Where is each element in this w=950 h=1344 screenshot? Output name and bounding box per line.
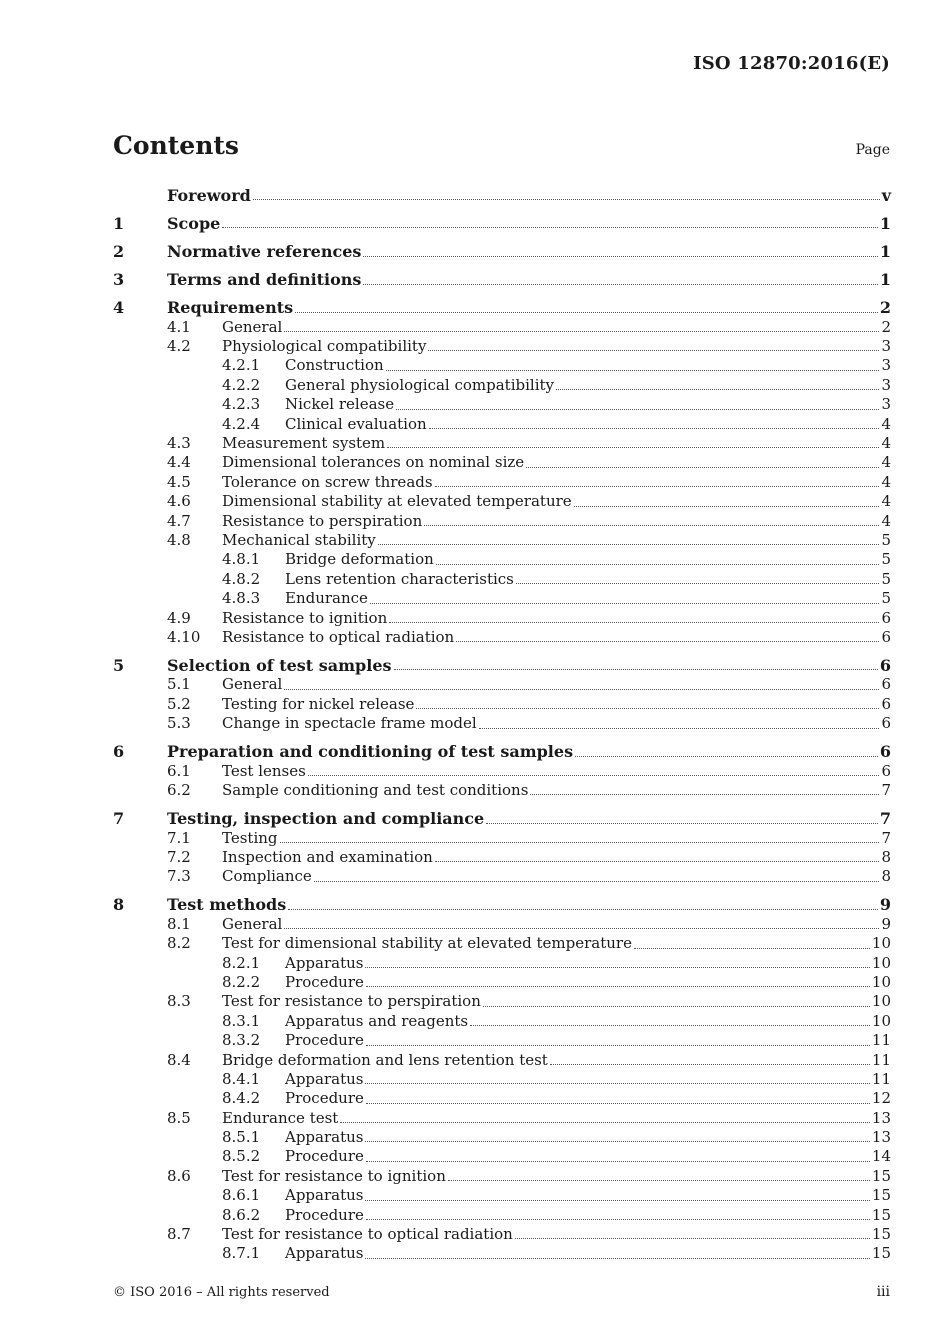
toc-entry[interactable] bbox=[113, 512, 891, 531]
toc-dot-leader bbox=[314, 880, 880, 882]
toc-entry-title: Compliance bbox=[222, 867, 312, 886]
toc-entry-number: 4.2.4 bbox=[222, 414, 261, 433]
toc-entry-title: Test methods bbox=[167, 895, 287, 915]
toc-entry-title: Change in spectacle frame model bbox=[222, 714, 477, 733]
toc-dot-leader bbox=[366, 1044, 870, 1046]
toc-dot-leader bbox=[366, 1102, 870, 1104]
toc-entry-number: 8.6.1 bbox=[222, 1186, 261, 1205]
toc-entry[interactable] bbox=[113, 1012, 891, 1031]
toc-entry-page: 4 bbox=[881, 434, 891, 453]
toc-entry-number: 3 bbox=[113, 270, 125, 290]
toc-dot-leader bbox=[366, 985, 870, 987]
toc-entry-page: 10 bbox=[871, 934, 891, 953]
toc-entry-page: 3 bbox=[881, 337, 891, 356]
table-of-contents bbox=[113, 186, 891, 1264]
toc-entry[interactable] bbox=[113, 298, 891, 317]
toc-dot-leader bbox=[280, 841, 880, 843]
toc-entry-number: 8.7 bbox=[167, 1225, 191, 1244]
toc-entry-page: 6 bbox=[881, 675, 891, 694]
toc-entry-page: 9 bbox=[879, 895, 891, 915]
toc-entry-page: 15 bbox=[871, 1244, 891, 1263]
toc-entry[interactable] bbox=[113, 570, 891, 589]
toc-entry-title: Apparatus bbox=[285, 1069, 364, 1088]
toc-entry-number: 4.8.1 bbox=[222, 550, 261, 569]
toc-entry-number: 6.2 bbox=[167, 781, 191, 800]
toc-dot-leader bbox=[284, 927, 879, 929]
toc-dot-leader bbox=[550, 1063, 870, 1065]
toc-entry-title: Resistance to perspiration bbox=[222, 511, 423, 530]
toc-entry[interactable] bbox=[113, 492, 891, 511]
toc-entry-title: Test for resistance to ignition bbox=[222, 1166, 446, 1185]
toc-entry[interactable] bbox=[113, 1128, 891, 1147]
toc-entry-title: Procedure bbox=[285, 1089, 364, 1108]
toc-entry[interactable] bbox=[113, 656, 891, 675]
toc-entry[interactable] bbox=[113, 395, 891, 414]
toc-entry-page: 6 bbox=[881, 627, 891, 646]
toc-entry-number: 8.6.2 bbox=[222, 1205, 261, 1224]
toc-entry-page: 5 bbox=[881, 569, 891, 588]
toc-entry-title: Endurance test bbox=[222, 1108, 339, 1127]
toc-entry[interactable] bbox=[113, 415, 891, 434]
toc-entry-title: Procedure bbox=[285, 1205, 364, 1224]
toc-entry-title: Test for dimensional stability at elevated temperature bbox=[222, 934, 632, 953]
toc-entry-number: 7 bbox=[113, 809, 125, 829]
toc-entry-title: Testing bbox=[222, 828, 278, 847]
toc-entry-title: Resistance to optical radiation bbox=[222, 627, 455, 646]
toc-dot-leader bbox=[340, 1121, 870, 1123]
toc-entry[interactable] bbox=[113, 270, 891, 289]
toc-entry[interactable] bbox=[113, 973, 891, 992]
toc-dot-leader bbox=[366, 1218, 870, 1220]
toc-entry-title: Bridge deformation bbox=[285, 550, 434, 569]
toc-entry-title: Dimensional tolerances on nominal size bbox=[222, 453, 525, 472]
toc-dot-leader bbox=[515, 1237, 870, 1239]
toc-entry[interactable] bbox=[113, 1225, 891, 1244]
toc-entry-number: 8 bbox=[113, 895, 125, 915]
toc-dot-leader bbox=[288, 908, 878, 910]
toc-dot-leader bbox=[222, 226, 878, 228]
toc-dot-leader bbox=[365, 1082, 869, 1084]
toc-dot-leader bbox=[435, 860, 880, 862]
toc-dot-leader bbox=[634, 947, 870, 949]
toc-entry-page: 6 bbox=[881, 714, 891, 733]
toc-dot-leader bbox=[284, 330, 879, 332]
toc-entry-number: 8.2 bbox=[167, 934, 191, 953]
toc-entry-page: 10 bbox=[871, 1011, 891, 1030]
toc-entry-page: 7 bbox=[879, 809, 891, 829]
toc-entry-title: Test for resistance to optical radiation bbox=[222, 1225, 513, 1244]
page-column-label: Page bbox=[855, 142, 890, 158]
toc-dot-leader bbox=[436, 563, 880, 565]
toc-entry-page: 6 bbox=[881, 761, 891, 780]
toc-entry-page: 6 bbox=[881, 694, 891, 713]
toc-entry-page: 4 bbox=[881, 414, 891, 433]
toc-entry-title: Testing, inspection and compliance bbox=[167, 809, 485, 829]
toc-dot-leader bbox=[308, 774, 880, 776]
toc-entry-title: Sample conditioning and test conditions bbox=[222, 781, 529, 800]
toc-entry-title: General physiological compatibility bbox=[285, 375, 554, 394]
toc-entry[interactable] bbox=[113, 214, 891, 233]
toc-entry-title: Construction bbox=[285, 356, 384, 375]
toc-entry-page: 10 bbox=[871, 972, 891, 991]
toc-entry-number: 8.4 bbox=[167, 1050, 191, 1069]
toc-entry-number: 8.5.1 bbox=[222, 1128, 261, 1147]
toc-dot-leader bbox=[574, 505, 880, 507]
toc-entry[interactable] bbox=[113, 1186, 891, 1205]
toc-entry-number: 4.8.2 bbox=[222, 569, 261, 588]
toc-entry-number: 4.2 bbox=[167, 337, 191, 356]
toc-entry[interactable] bbox=[113, 1244, 891, 1263]
standard-designation: ISO 12870:2016(E) bbox=[693, 53, 890, 74]
toc-entry[interactable] bbox=[113, 992, 891, 1011]
toc-entry-number: 8.3.1 bbox=[222, 1011, 261, 1030]
toc-entry-title: Normative references bbox=[167, 242, 362, 262]
toc-entry-title: Procedure bbox=[285, 1031, 364, 1050]
toc-entry[interactable] bbox=[113, 895, 891, 914]
toc-entry-title: Mechanical stability bbox=[222, 531, 376, 549]
toc-dot-leader bbox=[365, 966, 869, 968]
toc-dot-leader bbox=[363, 255, 877, 257]
toc-dot-leader bbox=[365, 1199, 869, 1201]
toc-dot-leader bbox=[365, 1140, 869, 1142]
toc-dot-leader bbox=[394, 668, 878, 670]
toc-entry-title: Test lenses bbox=[222, 761, 306, 780]
toc-entry-title: General bbox=[222, 675, 283, 694]
toc-entry-number: 5.3 bbox=[167, 714, 191, 733]
toc-entry-title: Requirements bbox=[167, 298, 294, 318]
toc-entry-page: 10 bbox=[871, 953, 891, 972]
toc-entry[interactable] bbox=[113, 809, 891, 828]
toc-entry-page: v bbox=[881, 186, 891, 205]
toc-entry-page: 8 bbox=[881, 867, 891, 886]
toc-entry[interactable] bbox=[113, 695, 891, 714]
toc-entry[interactable] bbox=[113, 1206, 891, 1225]
toc-entry-number: 4.7 bbox=[167, 511, 191, 530]
toc-entry-title: Physiological compatibility bbox=[222, 337, 427, 356]
toc-entry-title: Apparatus bbox=[285, 1128, 364, 1147]
toc-dot-leader bbox=[295, 311, 878, 313]
toc-dot-leader bbox=[363, 283, 877, 285]
toc-entry-page: 5 bbox=[881, 550, 891, 569]
toc-entry[interactable] bbox=[113, 318, 891, 337]
toc-entry-page: 2 bbox=[879, 298, 891, 318]
toc-entry-number: 6 bbox=[113, 742, 125, 762]
footer-page-number: iii bbox=[876, 1284, 890, 1300]
toc-entry-number: 8.3.2 bbox=[222, 1031, 261, 1050]
toc-entry-page: 13 bbox=[871, 1108, 891, 1127]
toc-entry-title: Selection of test samples bbox=[167, 656, 392, 676]
toc-entry-page: 2 bbox=[881, 317, 891, 336]
toc-dot-leader bbox=[365, 1257, 869, 1259]
toc-entry-page: 6 bbox=[879, 742, 891, 762]
toc-entry[interactable] bbox=[113, 550, 891, 569]
toc-entry-title: Measurement system bbox=[222, 434, 386, 453]
toc-dot-leader bbox=[428, 349, 879, 351]
toc-entry[interactable] bbox=[113, 954, 891, 973]
toc-entry-number: 2 bbox=[113, 242, 125, 262]
toc-dot-leader bbox=[470, 1024, 870, 1026]
toc-entry-number: 4.8.3 bbox=[222, 589, 261, 608]
toc-dot-leader bbox=[526, 466, 879, 468]
toc-entry[interactable] bbox=[113, 337, 891, 356]
toc-entry-page: 6 bbox=[879, 656, 891, 676]
toc-entry[interactable] bbox=[113, 1051, 891, 1070]
page-title: Contents bbox=[113, 131, 240, 160]
toc-entry[interactable] bbox=[113, 473, 891, 492]
toc-entry-page: 4 bbox=[881, 453, 891, 472]
toc-entry[interactable] bbox=[113, 453, 891, 472]
toc-entry-number: 4.2.2 bbox=[222, 375, 261, 394]
toc-dot-leader bbox=[366, 1160, 870, 1162]
toc-entry-title: Inspection and examination bbox=[222, 847, 433, 866]
toc-entry-page: 4 bbox=[881, 511, 891, 530]
toc-entry[interactable] bbox=[113, 714, 891, 733]
toc-entry[interactable] bbox=[113, 434, 891, 453]
toc-entry[interactable] bbox=[113, 915, 891, 934]
toc-entry-number: 4.2.1 bbox=[222, 356, 261, 375]
toc-entry-page: 7 bbox=[881, 781, 891, 800]
toc-entry-number: 8.4.1 bbox=[222, 1069, 261, 1088]
toc-entry-title: Lens retention characteristics bbox=[285, 569, 514, 588]
toc-dot-leader bbox=[479, 727, 880, 729]
toc-entry-title: General bbox=[222, 914, 283, 933]
toc-dot-leader bbox=[556, 388, 879, 390]
toc-entry[interactable] bbox=[113, 589, 891, 608]
toc-entry-title: Preparation and conditioning of test samples bbox=[167, 742, 574, 762]
toc-entry-page: 9 bbox=[881, 914, 891, 933]
toc-entry-number: 4.1 bbox=[167, 317, 191, 336]
toc-entry-number: 4.4 bbox=[167, 453, 191, 472]
toc-entry-title: Apparatus bbox=[285, 1244, 364, 1263]
footer-copyright: © ISO 2016 – All rights reserved bbox=[113, 1285, 330, 1300]
toc-entry-page: 5 bbox=[881, 589, 891, 608]
toc-entry-title: Nickel release bbox=[285, 395, 395, 414]
toc-dot-leader bbox=[483, 1005, 870, 1007]
toc-dot-leader bbox=[284, 688, 879, 690]
toc-entry-number: 6.1 bbox=[167, 761, 191, 780]
toc-entry-page: 11 bbox=[871, 1069, 891, 1088]
toc-entry-number: 8.5 bbox=[167, 1108, 191, 1127]
toc-dot-leader bbox=[435, 485, 880, 487]
toc-entry-page: 4 bbox=[881, 472, 891, 491]
toc-entry-number: 4.6 bbox=[167, 492, 191, 511]
toc-entry-page: 1 bbox=[879, 270, 891, 290]
toc-entry[interactable] bbox=[113, 867, 891, 886]
toc-entry[interactable] bbox=[113, 1167, 891, 1186]
toc-entry[interactable] bbox=[113, 1070, 891, 1089]
toc-dot-leader bbox=[387, 446, 879, 448]
toc-entry-title: Apparatus bbox=[285, 953, 364, 972]
toc-entry-page: 15 bbox=[871, 1205, 891, 1224]
toc-entry-title: Tolerance on screw threads bbox=[222, 472, 433, 491]
toc-entry[interactable] bbox=[113, 675, 891, 694]
toc-entry-number: 8.7.1 bbox=[222, 1244, 261, 1263]
toc-entry-page: 15 bbox=[871, 1166, 891, 1185]
toc-entry[interactable] bbox=[113, 609, 891, 628]
toc-entry-page: 14 bbox=[871, 1147, 891, 1166]
toc-dot-leader bbox=[389, 621, 879, 623]
toc-entry-number: 5 bbox=[113, 656, 125, 676]
toc-entry[interactable] bbox=[113, 628, 891, 647]
toc-entry-number: 4.9 bbox=[167, 608, 191, 627]
toc-entry-title: Dimensional stability at elevated temperature bbox=[222, 492, 572, 511]
toc-entry-title: Apparatus and reagents bbox=[285, 1011, 469, 1030]
toc-entry-title: Clinical evaluation bbox=[285, 414, 427, 433]
toc-entry-number: 4.3 bbox=[167, 434, 191, 453]
toc-entry-page: 1 bbox=[879, 242, 891, 262]
toc-entry-page: 10 bbox=[871, 992, 891, 1011]
toc-entry-number: 8.4.2 bbox=[222, 1089, 261, 1108]
toc-entry-page: 13 bbox=[871, 1128, 891, 1147]
toc-entry[interactable] bbox=[113, 742, 891, 761]
toc-dot-leader bbox=[516, 582, 880, 584]
toc-entry[interactable] bbox=[113, 1031, 891, 1050]
toc-dot-leader bbox=[370, 602, 880, 604]
toc-entry-number: 7.2 bbox=[167, 847, 191, 866]
toc-entry[interactable] bbox=[113, 848, 891, 867]
toc-entry[interactable] bbox=[113, 1147, 891, 1166]
toc-entry-number: 1 bbox=[113, 214, 125, 234]
toc-entry-page: 11 bbox=[871, 1031, 891, 1050]
toc-entry-title: Apparatus bbox=[285, 1186, 364, 1205]
toc-entry-title: Test for resistance to perspiration bbox=[222, 992, 481, 1011]
toc-entry-number: 4.8 bbox=[167, 531, 191, 549]
toc-entry-number: 8.3 bbox=[167, 992, 191, 1011]
toc-entry-page: 15 bbox=[871, 1225, 891, 1244]
toc-entry[interactable] bbox=[113, 531, 891, 550]
toc-entry-page: 3 bbox=[881, 356, 891, 375]
toc-dot-leader bbox=[253, 198, 880, 200]
toc-entry-page: 3 bbox=[881, 375, 891, 394]
toc-entry[interactable] bbox=[113, 376, 891, 395]
toc-entry[interactable] bbox=[113, 186, 891, 205]
toc-entry-title: Bridge deformation and lens retention test bbox=[222, 1050, 548, 1069]
toc-entry-number: 4.2.3 bbox=[222, 395, 261, 414]
toc-entry-number: 5.2 bbox=[167, 694, 191, 713]
toc-entry-page: 8 bbox=[881, 847, 891, 866]
toc-entry-number: 4.10 bbox=[167, 627, 201, 646]
toc-entry-number: 8.1 bbox=[167, 914, 191, 933]
toc-entry-title: Foreword bbox=[167, 186, 251, 205]
toc-entry[interactable] bbox=[113, 356, 891, 375]
toc-entry-page: 4 bbox=[881, 492, 891, 511]
toc-entry-title: Terms and definitions bbox=[167, 270, 362, 290]
toc-entry-page: 7 bbox=[881, 828, 891, 847]
toc-dot-leader bbox=[530, 793, 879, 795]
toc-dot-leader bbox=[416, 707, 879, 709]
toc-dot-leader bbox=[386, 369, 880, 371]
toc-entry-number: 5.1 bbox=[167, 675, 191, 694]
toc-dot-leader bbox=[486, 822, 878, 824]
toc-entry[interactable] bbox=[113, 1109, 891, 1128]
toc-entry-title: Procedure bbox=[285, 1147, 364, 1166]
toc-entry-number: 8.5.2 bbox=[222, 1147, 261, 1166]
toc-entry-number: 8.6 bbox=[167, 1166, 191, 1185]
toc-entry-title: Testing for nickel release bbox=[222, 694, 415, 713]
toc-dot-leader bbox=[448, 1179, 870, 1181]
toc-entry-page: 12 bbox=[871, 1089, 891, 1108]
toc-entry-number: 8.2.2 bbox=[222, 972, 261, 991]
toc-entry[interactable] bbox=[113, 781, 891, 800]
toc-dot-leader bbox=[396, 408, 879, 410]
toc-entry-number: 4.5 bbox=[167, 472, 191, 491]
toc-entry-number: 4 bbox=[113, 298, 125, 318]
toc-dot-leader bbox=[456, 640, 879, 642]
toc-entry-page: 1 bbox=[879, 214, 891, 234]
toc-entry-title: Endurance bbox=[285, 589, 368, 608]
toc-entry-page: 6 bbox=[881, 608, 891, 627]
toc-entry[interactable] bbox=[113, 242, 891, 261]
toc-entry[interactable] bbox=[113, 829, 891, 848]
toc-entry-title: Resistance to ignition bbox=[222, 608, 388, 627]
toc-entry[interactable] bbox=[113, 762, 891, 781]
toc-entry-title: General bbox=[222, 317, 283, 336]
toc-entry-page: 11 bbox=[871, 1050, 891, 1069]
toc-dot-leader bbox=[378, 543, 880, 545]
toc-dot-leader bbox=[575, 755, 878, 757]
toc-entry-page: 3 bbox=[881, 395, 891, 414]
toc-entry-number: 7.3 bbox=[167, 867, 191, 886]
toc-entry[interactable] bbox=[113, 1089, 891, 1108]
toc-entry-page: 5 bbox=[881, 531, 891, 549]
toc-dot-leader bbox=[429, 427, 880, 429]
toc-entry[interactable] bbox=[113, 934, 891, 953]
toc-dot-leader bbox=[424, 524, 879, 526]
toc-entry-title: Scope bbox=[167, 214, 221, 234]
toc-entry-number: 8.2.1 bbox=[222, 953, 261, 972]
toc-entry-page: 15 bbox=[871, 1186, 891, 1205]
toc-entry-title: Procedure bbox=[285, 972, 364, 991]
toc-entry-number: 7.1 bbox=[167, 828, 191, 847]
